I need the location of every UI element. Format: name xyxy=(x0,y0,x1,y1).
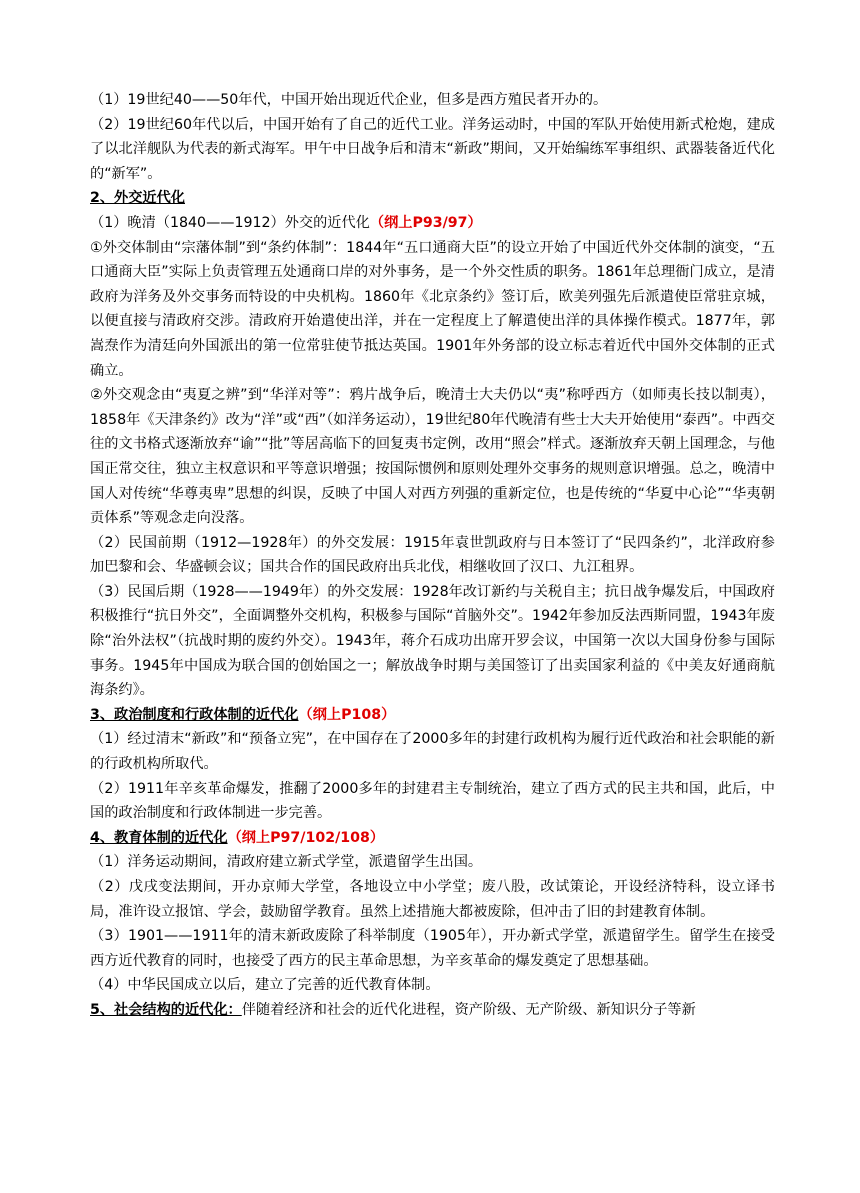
section-title: 4、教育体制的近代化 xyxy=(90,829,228,846)
reference-tag: （纲上P97/102/108） xyxy=(227,829,385,846)
subheading-text: （1）晚清（1840——1912）外交的近代化 xyxy=(90,214,370,231)
section-heading-education xyxy=(90,826,775,851)
section-title: 2、外交近代化 xyxy=(90,190,185,207)
section-title: 5、社会结构的近代化： xyxy=(90,1001,242,1018)
paragraph-education-3: （3）1901——1911年的清末新政废除了科举制度（1905年），开办新式学堂，派遣留学生。留学生在接受西方近代教育的同时，也接受了西方的民主革命思想，为辛亥革命的爆发奠定了思想基础。 xyxy=(90,928,775,969)
paragraph-industry-2: （2）19世纪60年代以后，中国开始有了自己的近代工业。洋务运动时，中国的军队开始使用新式枪炮，建成了以北洋舰队为代表的新式海军。甲午中日战争后和清末“新政”期间，又开始编练军事组织、武器装备近代化的“新军”。 xyxy=(90,116,775,182)
reference-tag: （纲上P93/97） xyxy=(369,214,482,231)
section-heading-politics xyxy=(90,703,775,728)
paragraph-education-1: （1）洋务运动期间，清政府建立新式学堂，派遣留学生出国。 xyxy=(90,854,483,871)
paragraph-education-4: （4）中华民国成立以后，建立了完善的近代教育体制。 xyxy=(90,977,440,994)
section-heading-social-structure xyxy=(90,998,775,1023)
paragraph-diplomatic-concept: ②外交观念由“夷夏之辨”到“华洋对等”：鸦片战争后，晚清士大夫仍以“夷”称呼西方（如师夷长技以制夷），1858年《天津条约》改为“洋”或“西”（如洋务运动），19世纪80年代晚清有些士大夫开始使用“泰西”。中西交往的文书格式逐渐放弃“谕”“批”等居高临下的回复夷书定例，改用“照会”样式。逐渐放弃天朝上国理念，与他国正常交往，独立主权意识和平等意识增强；按国际惯例和原则处理外交事务的规则意识增强。总之，晚清中国人对传统“华尊夷卑”思想的纠误，反映了中国人对西方列强的重新定位，也是传统的“华夏中心论”“华夷朝贡体系”等观念走向没落。 xyxy=(90,387,775,527)
paragraph-education-2: （2）戊戌变法期间，开办京师大学堂，各地设立中小学堂；废八股，改试策论，开设经济特科，设立译书局，准许设立报馆、学会，鼓励留学教育。虽然上述措施大都被废除，但冲击了旧的封建教育体制。 xyxy=(90,879,775,920)
paragraph-diplomatic-system: ①外交体制由“宗藩体制”到“条约体制”：1844年“五口通商大臣”的设立开始了中国近代外交体制的演变，“五口通商大臣”实际上负责管理五处通商口岸的对外事务，是一个外交性质的职务。1861年总理衙门成立，是清政府为洋务及外交事务而特设的中央机构。1860年《北京条约》签订后，欧美列强先后派遣使臣常驻京城，以便直接与清政府交涉。清政府开始遣使出洋，并在一定程度上了解遣使出洋的具体操作模式。1877年，郭嵩焘作为清廷向外国派出的第一位常驻使节抵达英国。1901年外务部的设立标志着近代中国外交体制的正式确立。 xyxy=(90,239,775,379)
paragraph-late-republic-diplomacy: （3）民国后期（1928——1949年）的外交发展：1928年改订新约与关税自主；抗日战争爆发后，中国政府积极推行“抗日外交”，全面调整外交机构，积极参与国际“首脑外交”。1942年参加反法西斯同盟，1943年废除“治外法权”（抗战时期的废约外交）。1943年，蒋介石成功出席开罗会议，中国第一次以大国身份参与国际事务。1945年中国成为联合国的创始国之一；解放战争时期与美国签订了出卖国家利益的《中美友好通商航海条约》。 xyxy=(90,583,775,699)
paragraph-early-republic-diplomacy: （2）民国前期（1912—1928年）的外交发展：1915年袁世凯政府与日本签订了“民四条约”，北洋政府参加巴黎和会、华盛顿会议；国共合作的国民政府出兵北伐，相继收回了汉口、九江租界。 xyxy=(90,534,775,576)
section-text: 伴随着经济和社会的近代化进程，资产阶级、无产阶级、新知识分子等新 xyxy=(241,1001,696,1018)
section-heading-diplomacy xyxy=(90,186,775,211)
paragraph-industry-1: （1）19世纪40——50年代，中国开始出现近代企业，但多是西方殖民者开办的。 xyxy=(90,92,608,108)
section-title: 3、政治制度和行政体制的近代化 xyxy=(90,706,299,723)
paragraph-politics-2: （2）1911年辛亥革命爆发，推翻了2000多年的封建君主专制统治，建立了西方式的民主共和国，此后，中国的政治制度和行政体制进一步完善。 xyxy=(90,780,775,822)
subheading-late-qing-diplomacy xyxy=(90,211,775,236)
paragraph-politics-1: （1）经过清末“新政”和“预备立宪”，在中国存在了2000多年的封建行政机构为履行近代政治和社会职能的新的行政机构所取代。 xyxy=(90,731,775,773)
reference-tag: （纲上P108） xyxy=(298,706,396,723)
document-page xyxy=(90,88,775,1023)
